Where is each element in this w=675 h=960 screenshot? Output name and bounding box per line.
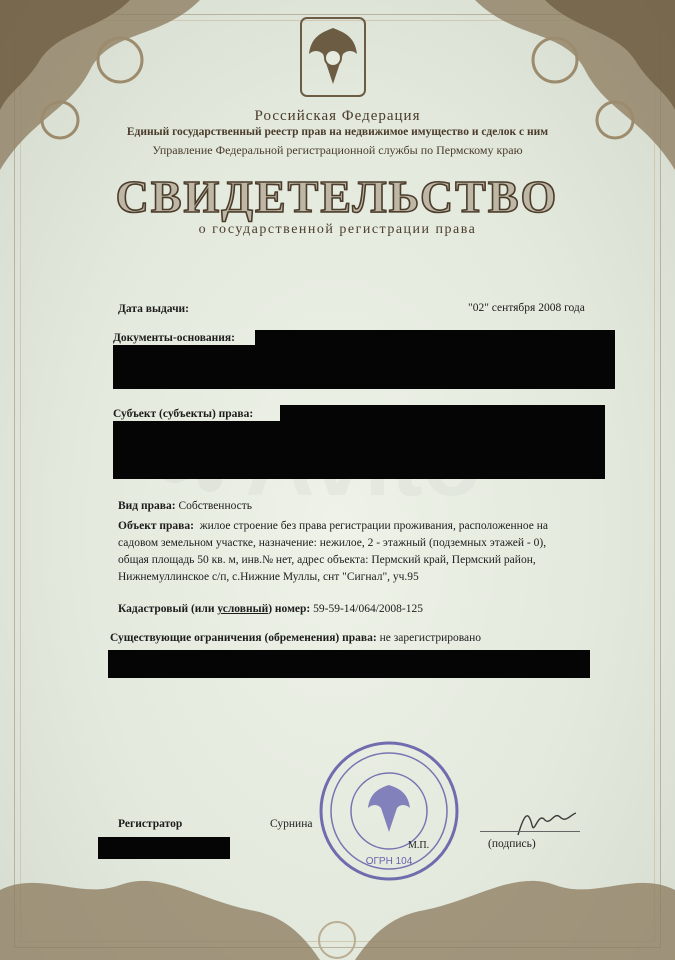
cadastral-label-underlined: условный (217, 603, 269, 615)
registrar-label: Регистратор (118, 818, 183, 830)
redaction-bar (108, 650, 590, 678)
mp-label: М.П. (408, 840, 430, 851)
object-line (118, 518, 608, 535)
right-type-row (118, 500, 252, 512)
basis-label: Документы-основания: (113, 332, 235, 344)
issue-date-value: "02" сентября 2008 года (468, 302, 585, 314)
redaction-bar (98, 837, 230, 859)
header-office: Управление Федеральной регистрационной службы по Пермскому краю (152, 143, 523, 157)
bottom-ornament (0, 870, 675, 960)
svg-text:ОГРН 104: ОГРН 104 (365, 856, 413, 867)
redaction-bar (113, 421, 605, 479)
encumbrance-value: не зарегистрировано (379, 632, 482, 644)
registrar-name: Сурнина (270, 818, 313, 830)
object-text: жилое строение без права регистрации проживания, расположенное на (199, 520, 548, 532)
cadastral-label-end: ) номер: (268, 603, 311, 615)
official-seal-icon (318, 740, 460, 882)
svg-text:СВИДЕТЕЛЬСТВО: СВИДЕТЕЛЬСТВО (115, 171, 559, 222)
header-registry: Единый государственный реестр прав на недвижимое имущество и сделок с ним (126, 126, 549, 138)
object-label: Объект права: (118, 520, 194, 532)
right-type-label: Вид права: (118, 500, 176, 512)
issue-date-label: Дата выдачи: (118, 303, 190, 315)
object-line: садовом земельном участке, назначение: нежилое, 2 - этажный (подземных этажей - 0), (118, 537, 547, 549)
encumbrance-label: Существующие ограничения (обременения) права: (110, 632, 377, 644)
right-type-value: Собственность (178, 500, 253, 512)
redaction-bar (113, 345, 615, 389)
encumbrance-row (110, 632, 481, 644)
object-block (118, 518, 608, 586)
coat-of-arms-icon (293, 14, 373, 100)
object-line: общая площадь 50 кв. м, инв.№ нет, адрес объекта: Пермский край, Пермский район, (118, 554, 536, 566)
header-country: Российская Федерация (254, 108, 421, 124)
object-line: Нижнемуллинское с/п, с.Нижние Муллы, снт "Сигнал", уч.95 (118, 571, 419, 583)
cadastral-label: Кадастровый (или (118, 603, 215, 615)
document-subtitle: о государственной регистрации права (198, 222, 477, 237)
cadastral-value: 59-59-14/064/2008-125 (313, 603, 424, 615)
document-title (0, 168, 675, 228)
subject-label: Субъект (субъекты) права: (113, 408, 254, 420)
cadastral-row (118, 603, 423, 615)
signature-label: (подпись) (488, 838, 536, 850)
signature-line (480, 831, 580, 832)
